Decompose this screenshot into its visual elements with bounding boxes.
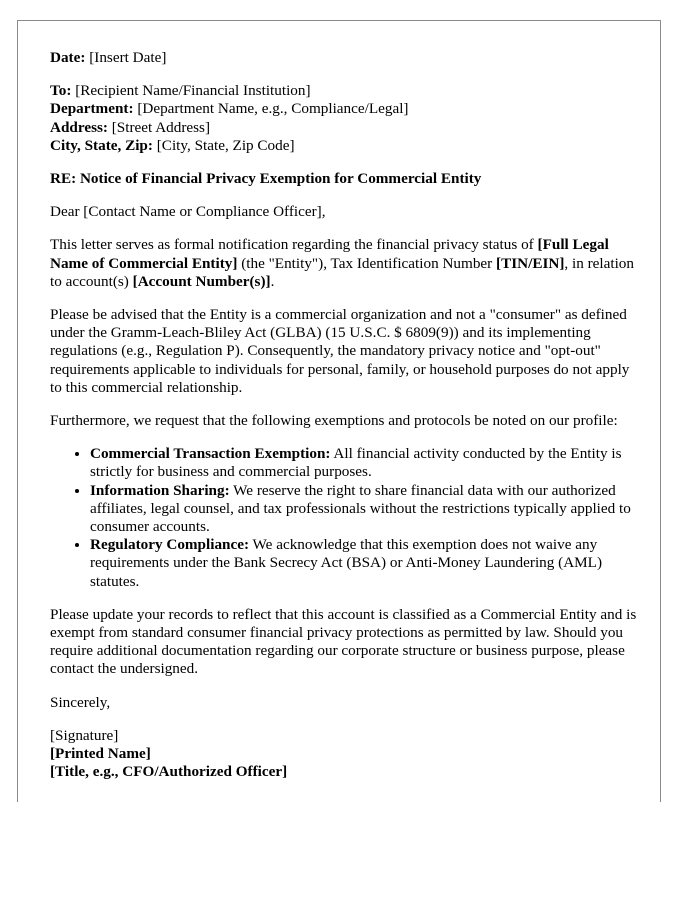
exemption-title: Information Sharing: [90,481,230,499]
advisory-paragraph: Please be advised that the Entity is a commercial organization and not a "consumer" as defined under the Gramm-Leach-Bliley Act (GLBA) (15 U.S.C. $ 6809(9)) and its implementing regulations (e.g., Regulation P). Consequently, the mandatory privacy notice and "opt-out" requirements applicable to individuals for personal, family, or household purposes do not apply to this commercial relationship. [50,306,630,396]
intro-text-2: (the "Entity"), Tax Identification Number [237,254,497,272]
entity-name: [Full Legal Name of Commercial Entity] [50,236,609,272]
exemptions-list [50,445,640,591]
exemption-text: We acknowledge that this exemption does not waive any requirements under the Bank Secrecy Act (BSA) or Anti-Money Laundering (AML) statutes. [90,536,603,590]
date-label: Date: [50,49,86,66]
salutation: Dear [Contact Name or Compliance Officer], [50,203,326,221]
city-value: [City, State, Zip Code] [152,136,295,154]
signer-title: [Title, e.g., CFO/Authorized Officer] [50,763,288,781]
printed-name: [Printed Name] [50,745,151,763]
address-line [50,119,210,136]
signature-placeholder: [Signature] [50,726,119,744]
signature-block [50,727,640,782]
department-line [50,100,408,117]
intro-paragraph [50,236,640,291]
intro-text-4: . [270,272,275,290]
to-label: To: [50,82,72,100]
exemption-text: All financial activity conducted by the Entity is strictly for business and commercial purposes. [90,445,622,481]
tin-placeholder: [TIN/EIN] [496,254,565,272]
address-value: [Street Address] [107,118,211,136]
recipient-block [50,82,640,155]
closing-request-paragraph: Please update your records to reflect that this account is classified as a Commercial Entity and is exempt from standard consumer financial privacy protections as permitted by law. Should you require additional documentation regarding our corporate structure or business purpose, please contact the undersigned. [50,605,637,678]
exemption-title: Commercial Transaction Exemption: [90,445,331,463]
city-label: City, State, Zip: [50,136,153,154]
list-item [90,482,640,537]
department-label: Department: [50,100,134,118]
exemption-title: Regulatory Compliance: [90,536,250,554]
intro-text-1: This letter serves as formal notification regarding the financial privacy status of [50,236,538,254]
subject-line [50,170,640,188]
request-intro-paragraph: Furthermore, we request that the following exemptions and protocols be noted on our profile: [50,412,618,430]
intro-text-3: , in relation to account(s) [50,254,634,290]
letter-body [50,49,640,782]
letter-frame [17,20,661,802]
to-line [50,82,311,99]
sign-off: Sincerely, [50,693,111,711]
to-value: [Recipient Name/Financial Institution] [71,82,311,100]
city-line [50,137,295,154]
department-value: [Department Name, e.g., Compliance/Legal] [133,100,409,118]
subject-text: RE: Notice of Financial Privacy Exemption for Commercial Entity [50,170,482,188]
list-item [90,536,640,591]
exemption-text: We reserve the right to share financial data with our authorized affiliates, legal counsel, and tax professionals without the restrictions typically applied to consumer accounts. [90,481,631,536]
date-line [50,49,640,67]
list-item [90,445,640,481]
address-label: Address: [50,118,108,136]
date-value: [Insert Date] [85,49,167,66]
account-placeholder: [Account Number(s)] [132,272,271,290]
